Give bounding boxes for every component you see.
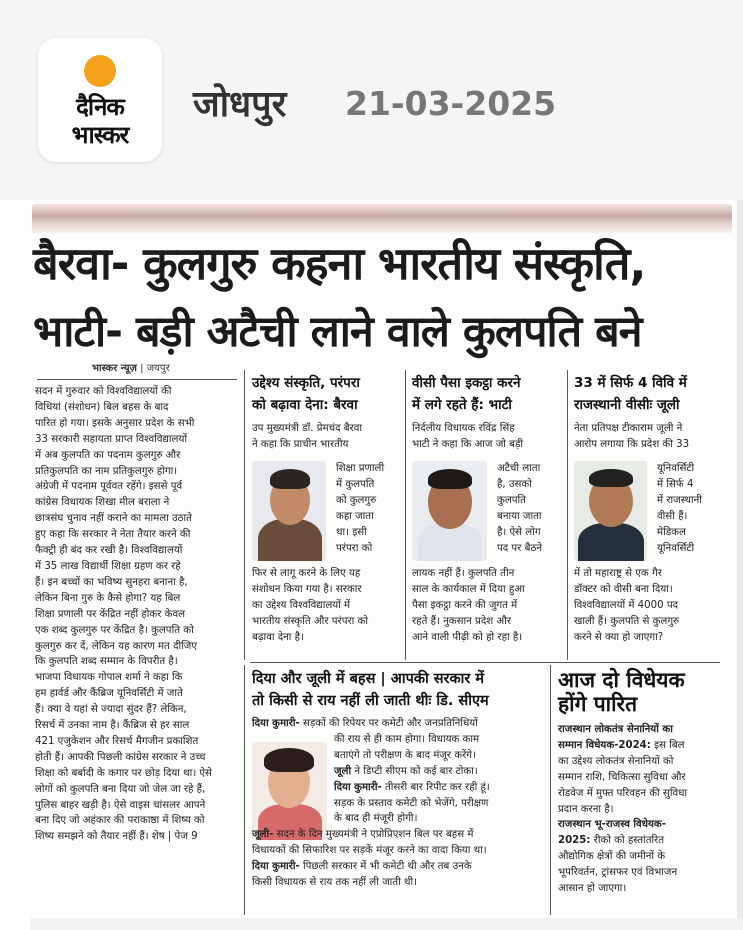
app-header <box>0 0 743 200</box>
bairwa-subhead-line2: को बढ़ावा देना: बैरवा <box>252 397 358 413</box>
byline-rule <box>37 379 237 380</box>
debate-line <box>252 732 548 748</box>
bairwa-text-top <box>252 421 402 453</box>
text-line: बनाया जाता <box>497 510 542 522</box>
text-line: एक शब्द कुलगुरु पर केंद्रित है। कुलपति को <box>35 624 194 636</box>
text-line: रिसर्च में उनका नाम है। कैंब्रिज से हर साल <box>35 720 190 732</box>
bill-line <box>558 802 736 818</box>
jully-subhead-line2: राजस्थानी वीसीः जूली <box>574 397 680 413</box>
bill-line <box>558 738 736 754</box>
text-line: निर्दलीय विधायक रविंद्र सिंह <box>412 423 515 434</box>
text-line: कुलगुरु कर दें, लेकिन यह कारण मत दीजिए <box>35 640 197 652</box>
text-line: भाजपा विधायक गोपाल शर्मा ने कहा कि <box>35 672 183 684</box>
debate-line <box>252 780 548 796</box>
speaker-text: सड़क के प्रस्ताव कमेटी को भेजेंगे, परीक्षण <box>334 797 489 809</box>
byline-source: भास्कर न्यूज़ <box>92 363 137 374</box>
text-line: पद पर बैठने <box>497 542 543 554</box>
text-line: कुलपति <box>497 494 526 506</box>
text-line: यूनिवर्सिटी <box>657 463 695 474</box>
jully-text-bottom <box>574 566 729 646</box>
speaker-name: जूली <box>334 765 352 777</box>
byline-sep: | <box>140 363 147 374</box>
speaker-name: दिया कुमारी- <box>252 718 300 729</box>
jully-text-top <box>574 421 724 453</box>
text-line: वीसी हैं। <box>657 510 688 522</box>
jully-text-side <box>657 461 729 556</box>
speaker-name: दिया कुमारी- <box>252 861 300 873</box>
speaker-name: जूली- <box>252 829 274 841</box>
text-line: था। इसी <box>336 526 367 538</box>
text-line: आने वाली पीढ़ी को हो रहा है। <box>412 631 523 643</box>
bhati-subhead-line2: में लगे रहते हैं: भाटी <box>412 397 512 413</box>
speaker-name: दिया कुमारी- <box>334 781 382 793</box>
bill-line <box>558 754 736 770</box>
column-divider <box>550 665 551 915</box>
bairwa-subhead-line1: उद्देश्य संस्कृति, परंपरा <box>252 375 360 391</box>
text-line: उप मुख्यमंत्री डॉ. प्रेमचंद बैरवा <box>252 423 363 434</box>
bill-desc: रोडवेज में मुफ्त परिवहन की सुविधा <box>558 787 688 799</box>
jully-photo <box>574 461 647 561</box>
debate-line <box>252 827 548 843</box>
bairwa-photo <box>252 461 326 561</box>
debate-subhead <box>252 668 548 712</box>
bhati-subhead-line1: वीसी पैसा इकट्ठा करने <box>412 375 521 391</box>
section-divider <box>250 662 720 663</box>
byline-place: जयपुर <box>146 363 170 374</box>
debate-line <box>252 748 548 764</box>
text-line: को कुलगुरु <box>336 494 377 506</box>
bills-text <box>558 722 736 897</box>
text-line: में 35 लाख विद्यार्थी शिक्षा ग्रहण कर रहे <box>35 560 181 572</box>
text-line: भारतीय संस्कृति और परंपरा को <box>252 615 368 627</box>
bill-line <box>558 849 736 865</box>
text-line: लोगों को कुलपति बना दिया जो जेल जा रहे हैं, <box>35 783 206 795</box>
text-line: का उद्देश्य विश्वविद्यालयों में <box>252 599 351 611</box>
debate-line <box>252 875 548 891</box>
bairwa-text-side <box>336 461 404 556</box>
speaker-text: के बाद ही मंजूरी होगी। <box>334 813 418 825</box>
bill-desc: आसान हो जाएगा। <box>558 883 627 895</box>
jully-subhead-line1: 33 में सिर्फ 4 विवि में <box>574 375 687 391</box>
text-line: हैं। इन बच्चों का भविष्य सुनहरा बनाना है, <box>35 576 188 588</box>
bill-desc: रीको को हस्तांतरित <box>590 835 665 847</box>
column-divider <box>405 370 406 660</box>
logo-text-line2: भास्कर <box>71 121 129 149</box>
photo-body-shape <box>258 519 322 561</box>
bills-subhead-line2: होंगे पारित <box>558 692 638 716</box>
bill-desc: भूपरिवर्तन, ट्रांसफर एवं विभाजन <box>558 867 678 879</box>
text-line: अटैची लाता <box>497 463 541 474</box>
text-line: 33 सरकारी सहायता प्राप्त विश्वविद्यालयों <box>35 433 188 445</box>
debate-line <box>252 796 548 812</box>
text-line: विश्वविद्यालयों में 4000 पद <box>574 599 679 611</box>
text-line: डॉक्टर को वीसी बना दिया। <box>574 583 673 595</box>
jully-subhead <box>574 372 734 416</box>
bills-subhead-line1: आज दो विधेयक <box>558 668 685 692</box>
text-line: छात्रसंघ चुनाव नहीं कराने का मामला उठाते <box>35 513 192 525</box>
bill-line <box>558 881 736 897</box>
bill-desc: औद्योगिक क्षेत्रों की जमीनों के <box>558 851 666 863</box>
text-line: साल के कार्यकाल में दिया हुआ <box>412 583 525 595</box>
text-line: शिक्षा को बर्बादी के कगार पर छोड़ दिया था। ऐसे <box>35 767 212 779</box>
debate-subhead-line2: तो किसी से राय नहीं ली जाती थीः डि. सीएम <box>252 693 489 709</box>
text-line: सदन में गुरुवार को विश्वविद्यालयों की <box>35 386 172 397</box>
bhati-photo <box>412 461 487 561</box>
text-line: प्रतिकुलपति का नाम प्रतिकुलगुरु होगा। <box>35 465 178 477</box>
text-line: में कुलपति <box>336 478 375 490</box>
bill-line <box>558 865 736 881</box>
byline <box>92 360 170 374</box>
text-line: लायक नहीं हैं। कुलपति तीन <box>412 568 515 579</box>
text-line: बढ़ावा देना है। <box>252 631 304 643</box>
bhati-text-bottom <box>412 566 564 646</box>
text-line: अंग्रेजी में पदनाम पूर्ववत रहेंगे। इससे पूर्व <box>35 481 183 493</box>
text-line: भाटी ने कहा कि आज जो बड़ी <box>412 438 524 450</box>
text-line: संशोधन किया गया है। सरकार <box>252 583 362 595</box>
text-line: है, उसको <box>497 478 532 490</box>
dainik-bhaskar-logo[interactable] <box>38 38 162 162</box>
bhati-subhead <box>412 372 567 416</box>
text-line: शिष्य समझने को तैयार नहीं हैं। शेष | पेज 9 <box>35 831 198 843</box>
text-line: रहते हैं। नुकसान प्रदेश और <box>412 615 511 627</box>
photo-hair-shape <box>428 469 472 489</box>
bill-line <box>558 722 736 738</box>
text-line: कांग्रेस विधायक शिखा मील बराला ने <box>35 497 170 509</box>
speaker-text: की राय से ही काम होगा। विधायक काम <box>334 733 480 745</box>
text-line: शिक्षा प्रणाली <box>336 463 385 474</box>
text-line: मेडिकल <box>657 526 686 538</box>
bill-line <box>558 770 736 786</box>
text-line: खाली हैं। कुलपति से कुलगुरु <box>574 615 680 627</box>
text-line: में तो महाराष्ट्र से एक गैर <box>574 568 662 579</box>
text-line: 421 एजुकेशन और रिसर्च मैगजीन प्रकाशित <box>35 735 199 747</box>
text-line: हैं। क्या वे यहां से ज्यादा सुंदर हैं? लेकिन, <box>35 704 187 716</box>
speaker-text: सदन के दिन मुख्यमंत्री ने एप्रोप्रिएशन बिल पर बहस में <box>273 829 474 841</box>
text-line: शिक्षा प्रणाली पर केंद्रित नहीं होकर केवल <box>35 608 186 620</box>
text-line: है। ऐसे लोग <box>497 526 541 538</box>
text-line: कहा जाता <box>336 510 374 522</box>
bill-desc: इस बिल <box>650 739 685 751</box>
text-line: हुए कहा कि सरकार ने नेता तैयार करने की <box>35 529 191 541</box>
logo-text-line1: दैनिक <box>76 93 124 121</box>
bairwa-text-bottom <box>252 566 402 646</box>
debate-line <box>252 764 548 780</box>
bottom-strip <box>30 918 743 930</box>
text-line: फिर से लागू करने के लिए यह <box>252 568 361 579</box>
speaker-text: विधायकों की सिफारिश पर सड़कें मंजूर करने का वादा किया था। <box>252 845 487 857</box>
text-line: हम हार्वर्ड और कैंब्रिज यूनिवर्सिटी में जाते <box>35 688 183 700</box>
bills-subhead <box>558 668 733 716</box>
speaker-text: ने डिप्टी सीएम को कई बार टोका। <box>351 765 478 777</box>
speaker-text: सड़कों की रिपेयर पर कमेटी और जनप्रतिनिधियों <box>299 718 478 729</box>
text-line: लेकिन बिना गुरु के कैसे होगा? यह बिल <box>35 592 181 604</box>
bill-desc: सम्मान राशि, चिकित्सा सुविधा और <box>558 771 686 783</box>
text-line: पुलिस बाहर खड़ी है। ऐसे वाइस चांसलर आपने <box>35 799 206 811</box>
headline-line-2: भाटी- बड़ी अटैची लाने वाले कुलपति बने <box>33 307 642 357</box>
bill-line <box>558 833 736 849</box>
column-divider <box>244 665 245 915</box>
text-line: करने से क्या हो जाएगा? <box>574 631 664 643</box>
debate-text <box>252 716 548 891</box>
bill-name: राजस्थान लोकतंत्र सेनानियों का <box>558 724 673 735</box>
sun-icon <box>84 55 116 87</box>
bairwa-subhead <box>252 372 404 416</box>
main-story-text <box>35 384 240 845</box>
text-line: पैसा इकट्ठा करने की जुगत में <box>412 599 518 611</box>
text-line: विधियां (संशोधन) बिल बहस के बाद <box>35 401 169 413</box>
text-line: फैक्ट्री ही बंद कर रखी है। विश्वविद्यालयों <box>35 545 183 557</box>
debate-line <box>252 716 548 732</box>
text-line: ने कहा कि प्राचीन भारतीय <box>252 438 349 450</box>
text-line: आरोप लगाया कि प्रदेश की 33 <box>574 438 690 450</box>
speaker-text: बताएंगे तो परीक्षण के बाद मंजूर करेंगे। <box>334 749 476 761</box>
debate-subhead-line1: दिया और जूली में बहस | आपकी सरकार में <box>252 671 485 687</box>
edition-city: जोधपुर <box>193 84 287 125</box>
bhati-text-side <box>497 461 565 556</box>
speaker-text: पिछली सरकार में भी कमेटी थी और तब उनके <box>299 861 472 873</box>
bill-desc: प्रदान करना है। <box>558 803 614 815</box>
text-line: में सिर्फ 4 <box>657 478 694 490</box>
photo-body-shape <box>578 523 644 561</box>
bill-name: सम्मान विधेयक-2024: <box>558 739 651 751</box>
torn-paper-edge <box>32 204 732 234</box>
text-line: में अब कुलपति का पदनाम कुलगुरु और <box>35 449 181 461</box>
bill-desc: का उद्देश्य लोकतंत्र सेनानियों को <box>558 755 674 767</box>
text-line: होती हैं। आपकी पिछली कांग्रेस सरकार ने उच्च <box>35 751 206 763</box>
text-line: कि कुलपति शब्द सम्मान के विपरीत है। <box>35 656 178 668</box>
debate-line <box>252 811 548 827</box>
speaker-text: किसी विधायक से राय तक नहीं ली जाती थी। <box>252 877 417 889</box>
edition-date: 21-03-2025 <box>345 84 557 123</box>
text-line: में राजस्थानी <box>657 494 702 506</box>
photo-hair-shape <box>270 469 310 489</box>
text-line: बना दिए जो अहंकार की पराकाष्ठा में शिष्य को <box>35 815 205 827</box>
bhati-text-top <box>412 421 562 453</box>
page-edge <box>737 200 743 930</box>
bill-line <box>558 786 736 802</box>
bill-name: 2025: <box>558 835 591 847</box>
text-line: यूनिवर्सिटी <box>657 542 695 554</box>
bill-name: राजस्थान भू-राजस्व विधेयक- <box>558 819 666 831</box>
headline-line-1: बैरवा- कुलगुरु कहना भारतीय संस्कृति, <box>33 237 646 290</box>
text-line: पारित हो गया। इसके अनुसार प्रदेश के सभी <box>35 417 195 429</box>
debate-line <box>252 843 548 859</box>
text-line: नेता प्रतिपक्ष टीकाराम जूली ने <box>574 423 683 434</box>
photo-hair-shape <box>589 469 633 487</box>
debate-line <box>252 859 548 875</box>
speaker-text: तीसरी बार रिपीट कर रही हूं। <box>381 781 490 793</box>
bill-line <box>558 817 736 833</box>
text-line: परंपरा को <box>336 542 373 554</box>
column-divider <box>244 370 245 660</box>
column-divider <box>567 370 568 660</box>
